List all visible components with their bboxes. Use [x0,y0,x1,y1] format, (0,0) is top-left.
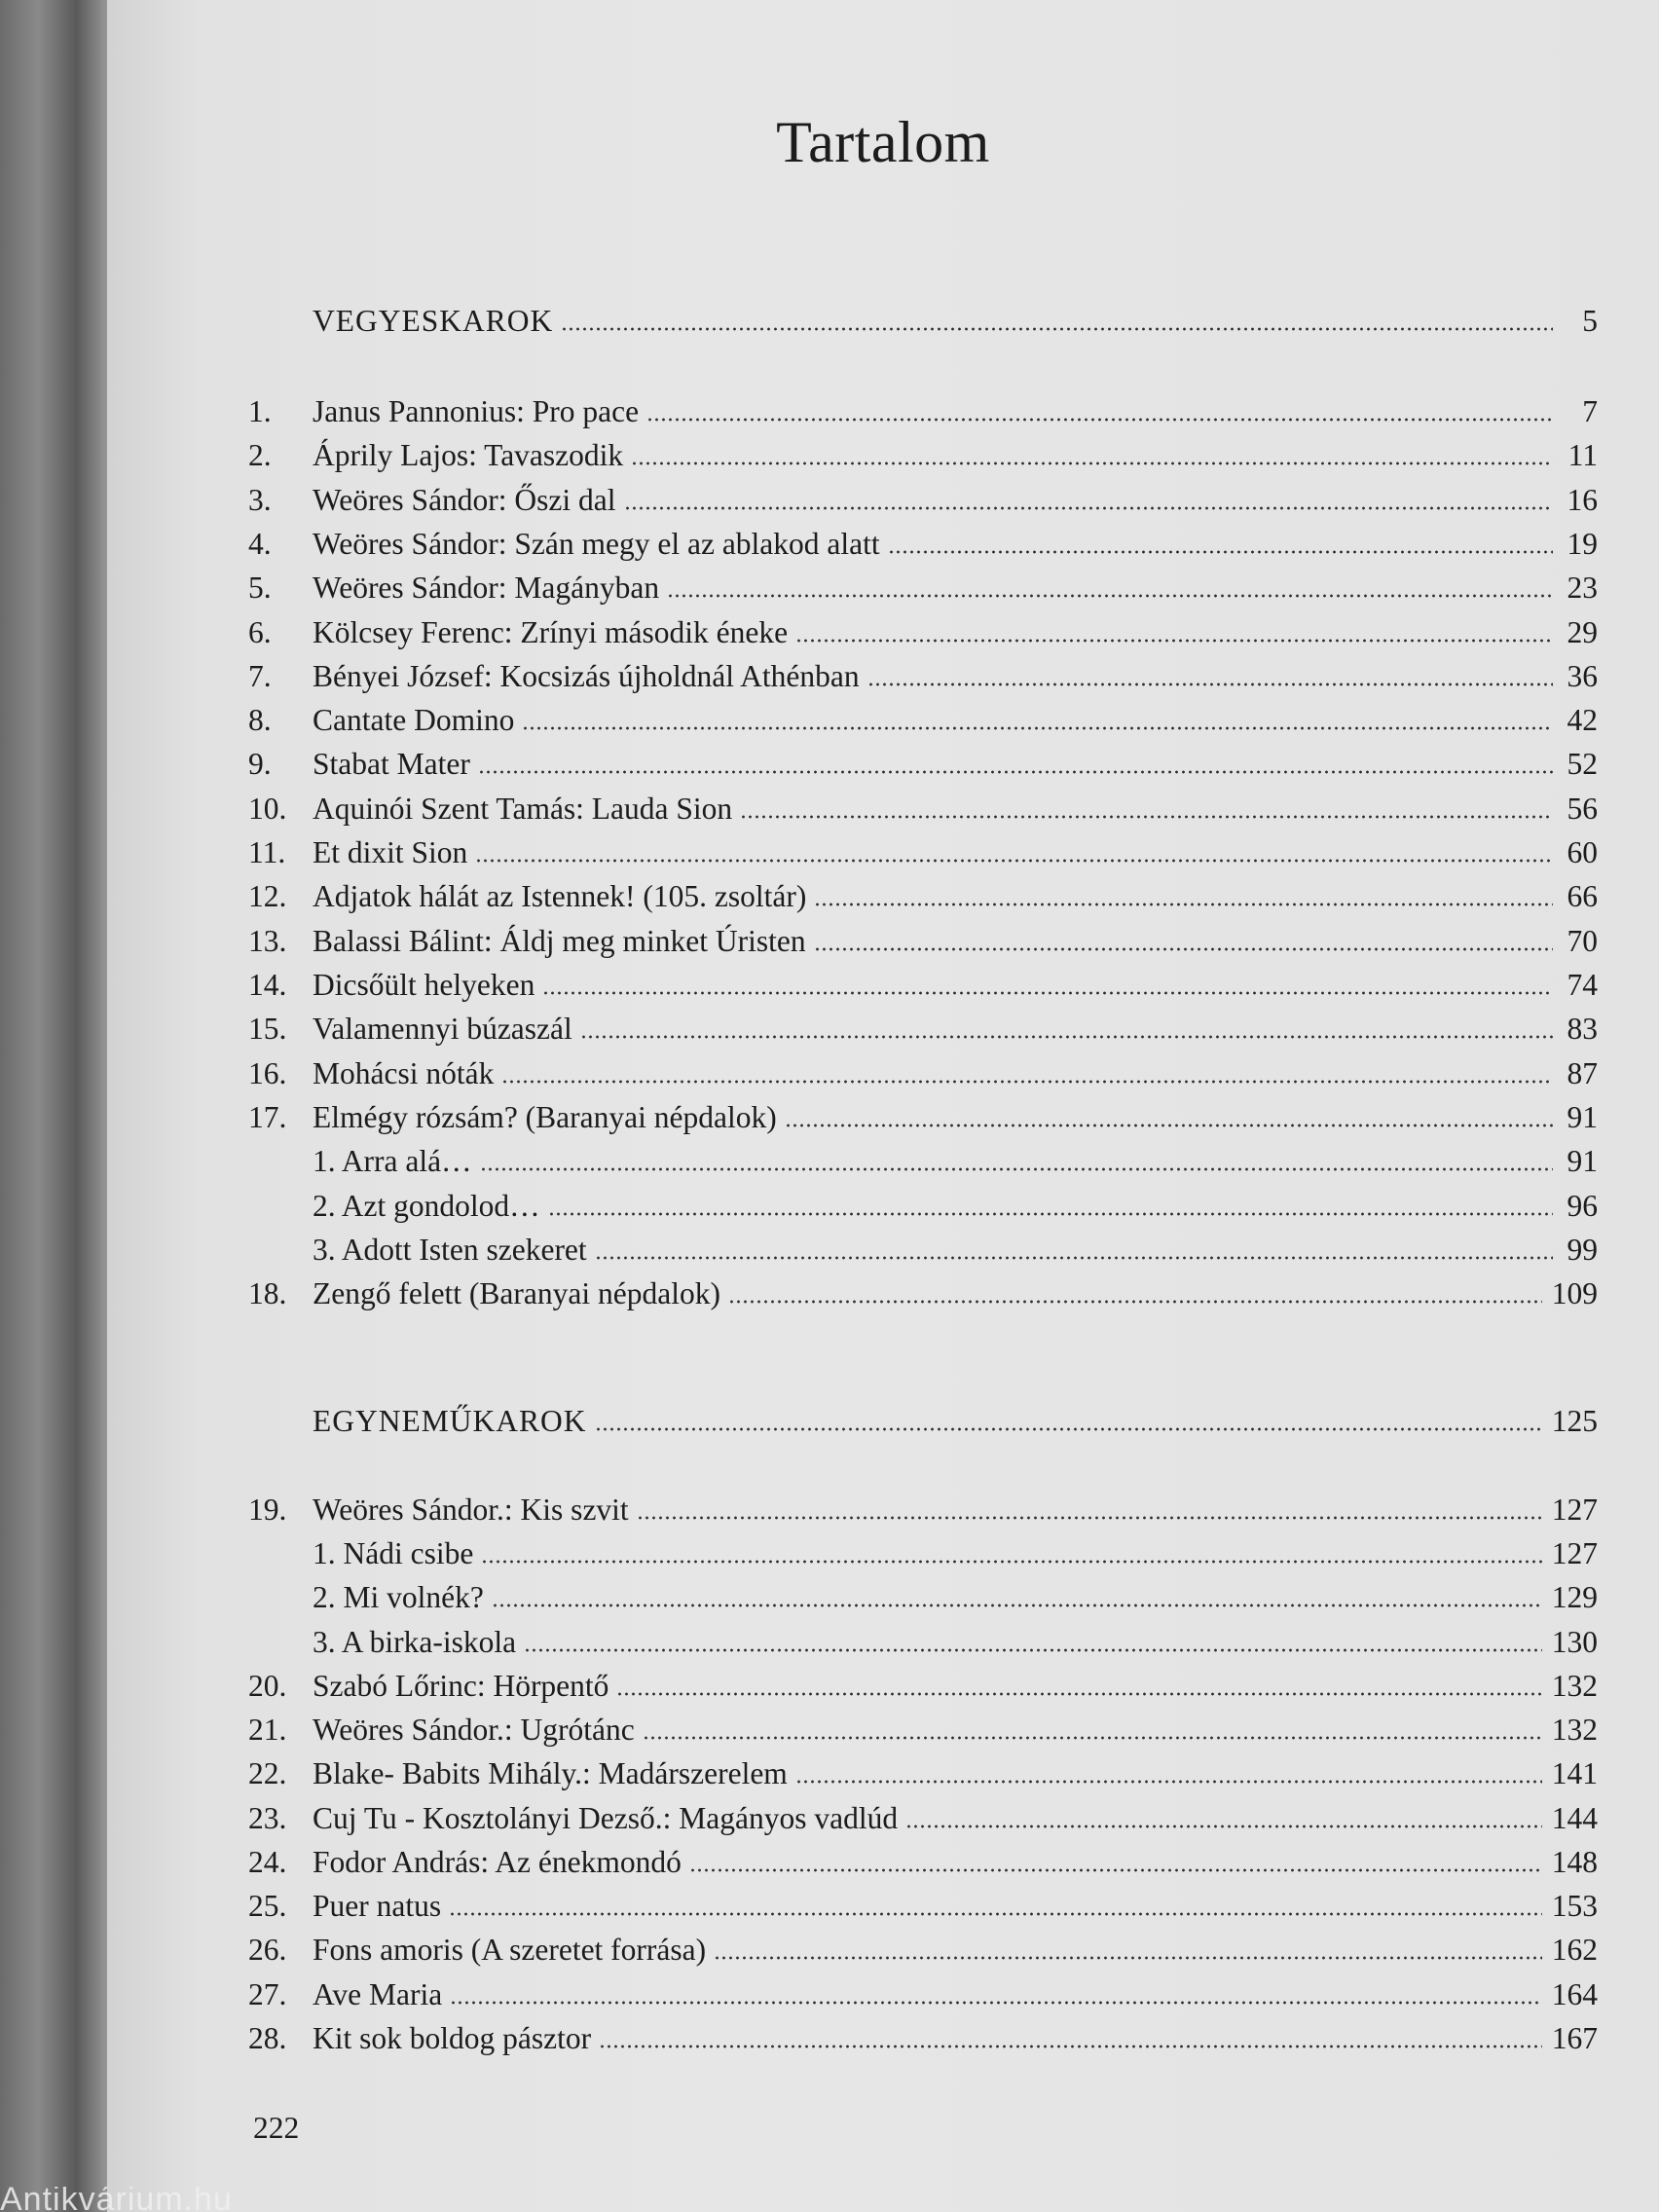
watermark: Antikvárium.hu [0,2187,233,2212]
toc-entry [107,964,1659,1007]
dot-leader [728,1300,1542,1304]
toc-entry [107,1008,1659,1051]
toc-page-number: 16 [1567,483,1598,517]
toc-entry [107,2017,1659,2060]
dot-leader [795,639,1553,643]
toc-page-number: 42 [1567,703,1598,737]
toc-entry-number: 10. [248,792,287,826]
page-title: Tartalom [776,110,990,174]
toc-page-number: 162 [1551,1933,1598,1967]
toc-entry-title: Et dixit Sion [313,835,468,869]
toc-entry-title: Puer natus [313,1889,442,1923]
book-spine-shadow [0,0,109,2212]
toc-entry-title: Fodor András: Az énekmondó [313,1845,682,1879]
toc-entry-title: Fons amoris (A szeretet forrása) [313,1933,707,1967]
toc-entry-title: Kit sok boldog pásztor [313,2021,592,2055]
toc-entry [107,567,1659,609]
toc-page-number: 60 [1567,835,1598,869]
toc-entry [107,1621,1659,1664]
book-page [107,0,1659,2212]
dot-leader [492,1604,1542,1607]
toc-page-number: 74 [1567,968,1598,1002]
toc-entry-title: 2. Mi volnék? [313,1580,484,1614]
toc-page-number: 148 [1551,1845,1598,1879]
toc-page-number: 141 [1551,1756,1598,1790]
toc-entry-title: Elmégy rózsám? (Baranyai népdalok) [313,1100,777,1134]
toc-entry [107,1665,1659,1708]
toc-entry-title: Weöres Sándor.: Ugrótánc [313,1713,635,1747]
toc-entry-title: Dicsőült helyeken [313,968,535,1002]
dot-leader [548,1212,1553,1216]
toc-entry-number: 23. [248,1801,287,1835]
dot-leader [624,506,1553,510]
toc-entry-number: 24. [248,1845,287,1879]
dot-leader [501,1080,1553,1084]
section-title: VEGYESKAROK [313,304,554,338]
toc-entry-number: 15. [248,1012,287,1046]
toc-page-number: 132 [1551,1669,1598,1703]
toc-entry [107,1576,1659,1619]
toc-entry [107,1489,1659,1531]
dot-leader [595,1427,1542,1431]
toc-entry-number: 1. [248,394,272,428]
toc-section-heading [107,1400,1659,1443]
toc-page-number: 129 [1551,1580,1598,1614]
toc-entry-title: 3. A birka-iskola [313,1625,517,1659]
toc-entry-title: Kölcsey Ferenc: Zrínyi második éneke [313,615,789,649]
toc-entry [107,611,1659,654]
dot-leader [450,2001,1542,2005]
toc-entry [107,831,1659,874]
toc-page-number: 5 [1582,304,1598,338]
toc-page-number: 153 [1551,1889,1598,1923]
toc-entry [107,390,1659,433]
toc-entry [107,1140,1659,1183]
dot-leader [785,1124,1553,1127]
dot-leader [667,594,1553,598]
dot-leader [714,1956,1542,1960]
toc-page-number: 109 [1551,1276,1598,1310]
dot-leader [646,418,1553,422]
toc-entry-title: Cantate Domino [313,703,515,737]
dot-leader [616,1692,1541,1696]
toc-page-number: 144 [1551,1801,1598,1835]
toc-entry [107,1973,1659,2016]
toc-entry-title: Szabó Lőrinc: Hörpentő [313,1669,609,1703]
toc-page-number: 56 [1567,792,1598,826]
dot-leader [478,770,1553,774]
toc-entry-number: 3. [248,483,272,517]
toc-entry [107,523,1659,566]
toc-page-number: 130 [1551,1625,1598,1659]
toc-entry-title: 3. Adott Isten szekeret [313,1233,587,1267]
dot-leader [637,1516,1542,1520]
dot-leader [561,327,1553,331]
toc-entry-number: 12. [248,879,287,913]
toc-page-number: 87 [1567,1056,1598,1090]
toc-entry [107,1532,1659,1575]
toc-page-number: 91 [1567,1100,1598,1134]
dot-leader [580,1035,1553,1039]
toc-entry-title: Valamennyi búzaszál [313,1012,572,1046]
toc-entry [107,875,1659,918]
dot-leader [643,1736,1542,1740]
toc-entry-title: 1. Nádi csibe [313,1536,474,1570]
toc-page-number: 66 [1567,879,1598,913]
toc-entry-title: Bényei József: Kocsizás újholdnál Athénban [313,659,860,693]
toc-page-number: 132 [1551,1713,1598,1747]
toc-entry-number: 21. [248,1713,287,1747]
toc-entry-number: 22. [248,1756,287,1790]
toc-page-number: 19 [1567,527,1598,561]
dot-leader [867,682,1553,686]
dot-leader [595,1256,1553,1260]
toc-entry-number: 14. [248,968,287,1002]
toc-entry-title: Zengő felett (Baranyai népdalok) [313,1276,720,1310]
toc-page-number: 96 [1567,1189,1598,1223]
toc-page-number: 23 [1567,571,1598,605]
toc-entry-number: 5. [248,571,272,605]
toc-entry-title: Mohácsi nóták [313,1056,495,1090]
toc-entry-number: 9. [248,747,272,781]
toc-entry-number: 4. [248,527,272,561]
toc-entry-title: Cuj Tu - Kosztolányi Dezső.: Magányos vadlúd [313,1801,899,1835]
toc-entry [107,434,1659,477]
toc-entry [107,1929,1659,1972]
toc-entry-number: 17. [248,1100,287,1134]
toc-entry-number: 8. [248,703,272,737]
toc-entry [107,1709,1659,1751]
dot-leader [542,991,1553,995]
toc-entry-title: Stabat Mater [313,747,470,781]
toc-entry [107,1229,1659,1272]
toc-page-number: 7 [1582,394,1598,428]
toc-section-heading [107,300,1659,343]
toc-entry [107,1185,1659,1228]
dot-leader [631,461,1553,465]
toc-entry-number: 11. [248,835,286,869]
toc-entry-number: 6. [248,615,272,649]
toc-entry-title: Weöres Sándor: Őszi dal [313,483,616,517]
dot-leader [689,1868,1542,1872]
dot-leader [480,1167,1553,1171]
toc-page-number: 11 [1567,438,1598,472]
toc-entry-title: Adjatok hálát az Istennek! (105. zsoltár) [313,879,807,913]
toc-page-number: 99 [1567,1233,1598,1267]
toc-entry [107,920,1659,963]
toc-entry-title: Balassi Bálint: Áldj meg minket Úristen [313,924,806,958]
toc-entry-title: 1. Arra alá… [313,1144,472,1178]
toc-entry-number: 28. [248,2021,287,2055]
dot-leader [449,1912,1542,1916]
dot-leader [599,2045,1542,2048]
toc-entry-number: 27. [248,1977,287,2011]
toc-page-number: 83 [1567,1012,1598,1046]
toc-entry-title: Weöres Sándor: Szán megy el az ablakod alatt [313,527,880,561]
toc-entry-title: 2. Azt gondolod… [313,1189,540,1223]
toc-page-number: 70 [1567,924,1598,958]
dot-leader [814,903,1553,906]
toc-entry [107,1885,1659,1928]
toc-entry [107,1752,1659,1795]
toc-page-number: 164 [1551,1977,1598,2011]
toc-entry-number: 19. [248,1493,287,1527]
toc-entry [107,1052,1659,1095]
toc-entry-title: Blake- Babits Mihály.: Madárszerelem [313,1756,788,1790]
toc-entry-title: Janus Pannonius: Pro pace [313,394,640,428]
dot-leader [481,1560,1541,1564]
toc-entry-number: 25. [248,1889,287,1923]
toc-entry [107,788,1659,830]
toc-entry [107,1841,1659,1884]
toc-page-number: 167 [1551,2021,1598,2055]
dot-leader [814,947,1553,951]
toc-entry-number: 13. [248,924,287,958]
dot-leader [475,859,1553,863]
dot-leader [522,726,1553,730]
toc-entry-number: 2. [248,438,272,472]
toc-entry-number: 16. [248,1056,287,1090]
dot-leader [888,550,1553,554]
toc-entry-number: 18. [248,1276,287,1310]
toc-entry [107,1797,1659,1840]
toc-entry-title: Áprily Lajos: Tavaszodik [313,438,624,472]
page-number: 222 [253,2111,300,2145]
toc-entry-title: Weöres Sándor.: Kis szvit [313,1493,629,1527]
toc-page-number: 91 [1567,1144,1598,1178]
toc-page-number: 36 [1567,659,1598,693]
toc-page-number: 125 [1551,1404,1598,1438]
dot-leader [740,815,1553,819]
toc-entry [107,655,1659,698]
dot-leader [795,1780,1542,1784]
toc-entry [107,479,1659,522]
toc-entry-number: 7. [248,659,272,693]
toc-entry [107,699,1659,742]
toc-entry [107,1096,1659,1139]
toc-page-number: 52 [1567,747,1598,781]
toc-entry-number: 20. [248,1669,287,1703]
toc-page-number: 127 [1551,1536,1598,1570]
toc-page-number: 127 [1551,1493,1598,1527]
toc-entry-number: 26. [248,1933,287,1967]
toc-entry-title: Ave Maria [313,1977,443,2011]
toc-entry [107,1272,1659,1315]
dot-leader [905,1825,1542,1828]
toc-entry-title: Aquinói Szent Tamás: Lauda Sion [313,792,733,826]
section-title: EGYNEMŰKAROK [313,1404,587,1438]
dot-leader [524,1648,1542,1652]
toc-entry [107,743,1659,786]
toc-entry-title: Weöres Sándor: Magányban [313,571,660,605]
toc-page-number: 29 [1567,615,1598,649]
